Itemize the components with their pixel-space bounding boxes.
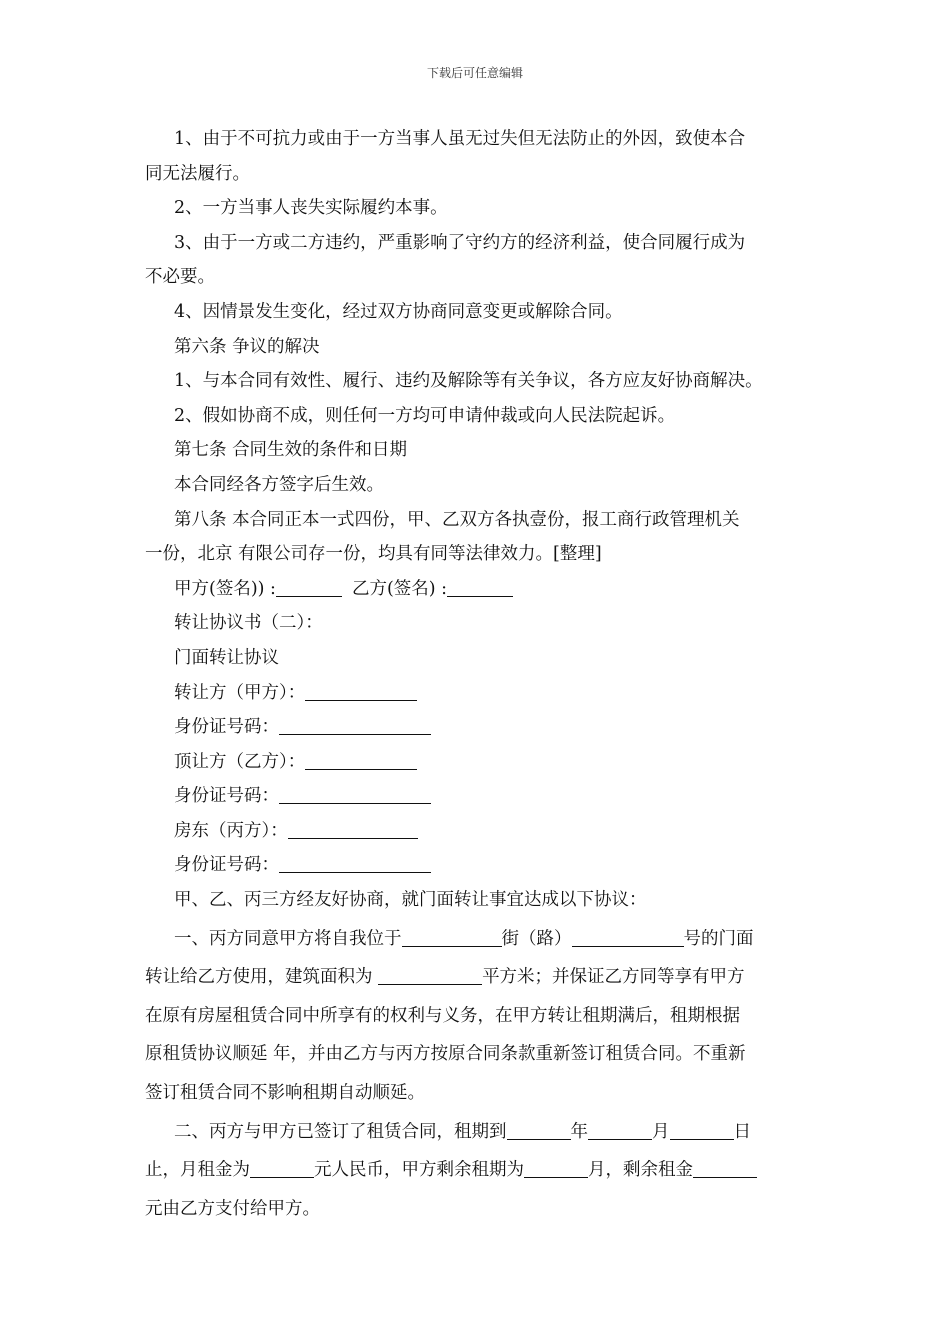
- transferor-label: 转让方（甲方）：: [174, 682, 306, 703]
- text-run: 元人民币，甲方剩余租期为: [314, 1160, 524, 1181]
- party-a-signature-label: 甲方(签名)) :: [174, 578, 276, 599]
- transferee-row: [145, 745, 807, 780]
- paragraph-line: 4、因情景发生变化，经过双方协商同意变更或解除合同。: [174, 301, 623, 322]
- paragraph-line: 一份，北京 有限公司存一份，均具有同等法律效力。[整理]: [145, 544, 602, 565]
- clause-one-line: [145, 922, 807, 957]
- text-run: 街（路）: [501, 928, 572, 949]
- transferee-blank: [305, 753, 417, 770]
- transferor-row: [145, 676, 807, 711]
- party-a-signature-blank: [276, 580, 342, 597]
- id-number-blank: [279, 787, 431, 804]
- paragraph-line: 不必要。: [145, 267, 215, 288]
- article-heading: 第七条 合同生效的条件和日期: [174, 440, 408, 461]
- clause-two-line: [145, 1153, 807, 1188]
- remaining-rent-blank: [693, 1161, 757, 1178]
- paragraph-line: 1、由于不可抗力或由于一方当事人虽无过失但无法防止的外因，致使本合: [174, 129, 746, 149]
- party-b-signature-blank: [447, 580, 513, 597]
- area-blank: [378, 968, 482, 985]
- id-number-row: [145, 710, 807, 745]
- text-run: 二、丙方与甲方已签订了租赁合同，租期到: [174, 1121, 507, 1142]
- monthly-rent-blank: [250, 1161, 314, 1178]
- paragraph-line: 在原有房屋租赁合同中所享有的权利与义务，在甲方转让租期满后，租期根据: [145, 1005, 740, 1026]
- number-blank: [572, 930, 684, 947]
- paragraph-line: 元由乙方支付给甲方。: [145, 1198, 320, 1219]
- paragraph-line: 2、一方当事人丧失实际履约本事。: [174, 198, 448, 219]
- id-number-row: [145, 848, 807, 883]
- clause-two-line: [145, 1115, 807, 1150]
- landlord-row: [145, 814, 807, 849]
- paragraph-line: 同无法履行。: [145, 163, 250, 184]
- id-number-blank: [279, 856, 431, 873]
- remaining-term-blank: [524, 1161, 588, 1178]
- paragraph-line: 原租赁协议顺延 年，并由乙方与丙方按原合同条款重新签订租赁合同。不重新: [145, 1044, 746, 1065]
- id-number-label: 身份证号码：: [174, 855, 279, 876]
- text-run: 一、丙方同意甲方将自我位于: [174, 928, 402, 949]
- transferee-label: 顶让方（乙方）：: [174, 751, 306, 772]
- transferor-blank: [305, 684, 417, 701]
- signature-line: [145, 572, 807, 607]
- id-number-label: 身份证号码：: [174, 786, 279, 807]
- text-run: 转让给乙方使用，建筑面积为: [145, 967, 379, 988]
- day-blank: [670, 1123, 734, 1140]
- id-number-row: [145, 779, 807, 814]
- street-blank: [402, 930, 502, 947]
- text-run: 月，剩余租金: [588, 1160, 693, 1181]
- clause-one-line: [145, 960, 807, 995]
- paragraph-line: 3、由于一方或二方违约，严重影响了守约方的经济利益，使合同履行成为: [174, 232, 746, 253]
- text-run: 止，月租金为: [145, 1160, 250, 1181]
- section-title: 转让协议书（二）：: [174, 613, 323, 634]
- text-run: 月: [652, 1121, 670, 1142]
- year-blank: [507, 1123, 571, 1140]
- document-body: [145, 122, 807, 1226]
- text-run: 年: [570, 1121, 588, 1142]
- text-run: 平方米；并保证乙方同等享有甲方: [482, 967, 745, 988]
- paragraph-line: 1、与本合同有效性、履行、违约及解除等有关争议，各方应友好协商解决。: [174, 371, 763, 392]
- text-run: 日: [733, 1121, 751, 1142]
- paragraph-line: 2、假如协商不成，则任何一方均可申请仲裁或向人民法院起诉。: [174, 405, 676, 426]
- month-blank: [588, 1123, 652, 1140]
- landlord-blank: [288, 822, 418, 839]
- article-heading: 第六条 争议的解决: [174, 336, 320, 357]
- paragraph-line: 甲、乙、丙三方经友好协商，就门面转让事宜达成以下协议：: [174, 890, 647, 911]
- party-b-signature-label: 乙方(签名) :: [351, 578, 448, 599]
- agreement-title: 门面转让协议: [174, 647, 279, 668]
- paragraph-line: 签订租赁合同不影响租期自动顺延。: [145, 1083, 425, 1104]
- id-number-label: 身份证号码：: [174, 717, 279, 738]
- paragraph-line: 本合同经各方签字后生效。: [174, 474, 384, 495]
- id-number-blank: [279, 718, 431, 735]
- page-header-note: 下载后可任意编辑: [426, 66, 523, 80]
- paragraph-line: 第八条 本合同正本一式四份，甲、乙双方各执壹份，报工商行政管理机关: [174, 509, 740, 530]
- landlord-label: 房东（丙方）：: [174, 820, 288, 841]
- text-run: 号的门面: [683, 928, 754, 949]
